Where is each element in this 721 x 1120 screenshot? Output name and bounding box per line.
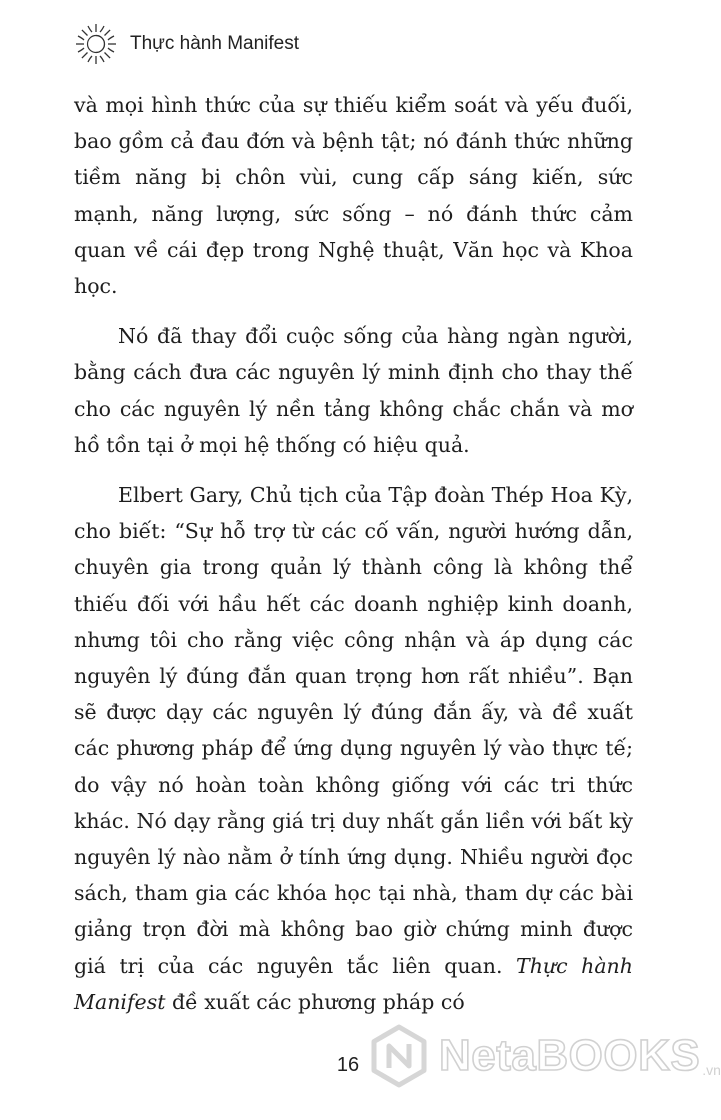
running-header: [74, 22, 299, 66]
paragraph-3-tail: đề xuất các phương pháp có: [165, 989, 465, 1014]
sun-ornament-icon: [74, 22, 118, 66]
paragraph-1: và mọi hình thức của sự thiếu kiểm soát và yếu đuối, bao gồm cả đau đớn và bệnh tật; nó đánh thức những tiềm năng bị chôn vùi, cung cấp sáng kiến, sức mạnh, năng lượng, sức sống – nó đánh thức cảm quan về cái đẹp trong Nghệ thuật, Văn học và Khoa học.: [74, 93, 633, 299]
watermark-brand: NetaBOOKS: [439, 1031, 701, 1080]
page-number: 16: [336, 1054, 360, 1076]
paragraph-3-main: Elbert Gary, Chủ tịch của Tập đoàn Thép Hoa Kỳ, cho biết: “Sự hỗ trợ từ các cố vấn, người hướng dẫn, chuyên gia trong quản lý thành công là không thể thiếu đối với hầu hết các doanh nghiệp kinh doanh, nhưng tôi cho rằng việc công nhận và áp dụng các nguyên lý đúng đắn quan trọng hơn rất nhiều”. Bạn sẽ được dạy các nguyên lý đúng đắn ấy, và đề xuất các phương pháp để ứng dụng nguyên lý vào thực tế; do vậy nó hoàn toàn không giống với các tri thức khác. Nó dạy rằng giá trị duy nhất gắn liền với bất kỳ nguyên lý nào nằm ở tính ứng dụng. Nhiều người đọc sách, tham gia các khóa học tại nhà, tham dự các bài giảng trọn đời mà không bao giờ chứng minh được giá trị của các nguyên tắc liên quan.: [74, 483, 633, 978]
watermark-suffix: .vn: [702, 1062, 721, 1078]
book-title-italic: Thực hành Manifest: [74, 953, 633, 1014]
paragraph-3: [74, 477, 633, 1020]
header-title: Thực hành Manifest: [130, 33, 300, 54]
body-text: [74, 87, 633, 1034]
paragraph-2: Nó đã thay đổi cuộc sống của hàng ngàn người, bằng cách đưa các nguyên lý minh định cho thay thế cho các nguyên lý nền tảng không chắc chắn và mơ hồ tồn tại ở mọi hệ thống có hiệu quả.: [74, 324, 633, 457]
netabooks-logo-icon: [365, 1022, 433, 1090]
watermark: [365, 1022, 721, 1090]
